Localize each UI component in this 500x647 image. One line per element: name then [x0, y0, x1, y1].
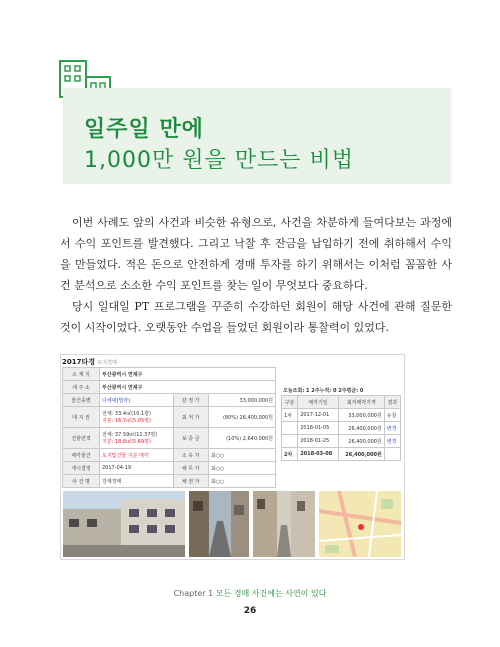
table-row: 2018-01-05 26,400,000원 변경 [282, 422, 401, 435]
table-row: 사 건 명 강제경매 채 권 자 최○○ [63, 475, 276, 488]
page-number: 26 [243, 606, 257, 616]
sale-history-table [281, 395, 401, 461]
table-row: 구분 매각기일 최저매각가격 결과 [282, 396, 401, 409]
paragraph-2: 당시 일대일 PT 프로그램을 꾸준히 수강하던 회원이 해당 사건에 관해 질문한 것이 시작이었다. 오랫동안 수업을 들었던 회원이라 통찰력이 있었다. [60, 300, 452, 334]
table-row: 물건종별 다세대(빌라) 감 정 가 33,000,000원 [63, 394, 276, 407]
title-bold: 일주일 만에 [84, 117, 204, 142]
table-row: 1차 2017-12-01 33,000,000원 유찰 [282, 409, 401, 422]
building-photo [63, 491, 185, 557]
table-row: 대 지 권 전체: 33.4㎡(10.1평) 지분: 16.7㎡(5.05평) 최 저 가 (80%) 26,400,000원 [63, 407, 276, 428]
paragraph-1: 이번 사례도 앞의 사건과 비슷한 유형으로, 사건을 차분하게 들여다보는 과정에서 수익 포인트를 발견했다. 그리고 낙찰 후 잔금을 납입하기 전에 취하해서 수익을 만들었다. 적은 돈으로 안전하게 경매 투자를 하기 위해서는 이처럼 꼼꼼한 사건 분석으로 소소한 수익 포인트를 찾는 일이 무엇보다 중요하다. [60, 216, 452, 292]
table-row: 소 재 지 부산광역시 연제구 [63, 368, 276, 381]
case-info-table [62, 367, 276, 488]
street-photo [189, 491, 249, 557]
case-number: 2017타경 토지경매 [62, 358, 117, 366]
map-image [319, 491, 401, 557]
alley-photo [253, 491, 315, 557]
table-row: 개시결정 2017-04-19 채 무 자 최○○ [63, 462, 276, 475]
title-light: 1,000만 원을 만드는 비법 [84, 148, 354, 173]
table-row: 건물면적 전체: 37.59㎡(11.37평) 지분: 18.8㎡(5.69평) 보 증 금 (10%) 2,640,000원 [63, 428, 276, 449]
chapter-label: Chapter 1 모든 경매 사건에는 사연이 있다 [173, 589, 327, 598]
table-row: 2018-01-25 26,400,000원 변경 [282, 435, 401, 448]
table-row: 매각물건 토지및건물 지분 매각 소 유 자 최○○ [63, 449, 276, 462]
history-summary: 오늘조회: 1 2주누적: 0 2주평균: 0 [283, 388, 364, 394]
body-text [60, 212, 452, 338]
auction-document-image [60, 354, 405, 560]
table-row: 새 주 소 부산광역시 연제구 [63, 381, 276, 394]
table-row: 2차 2018-03-08 26,400,000원 [282, 448, 401, 461]
